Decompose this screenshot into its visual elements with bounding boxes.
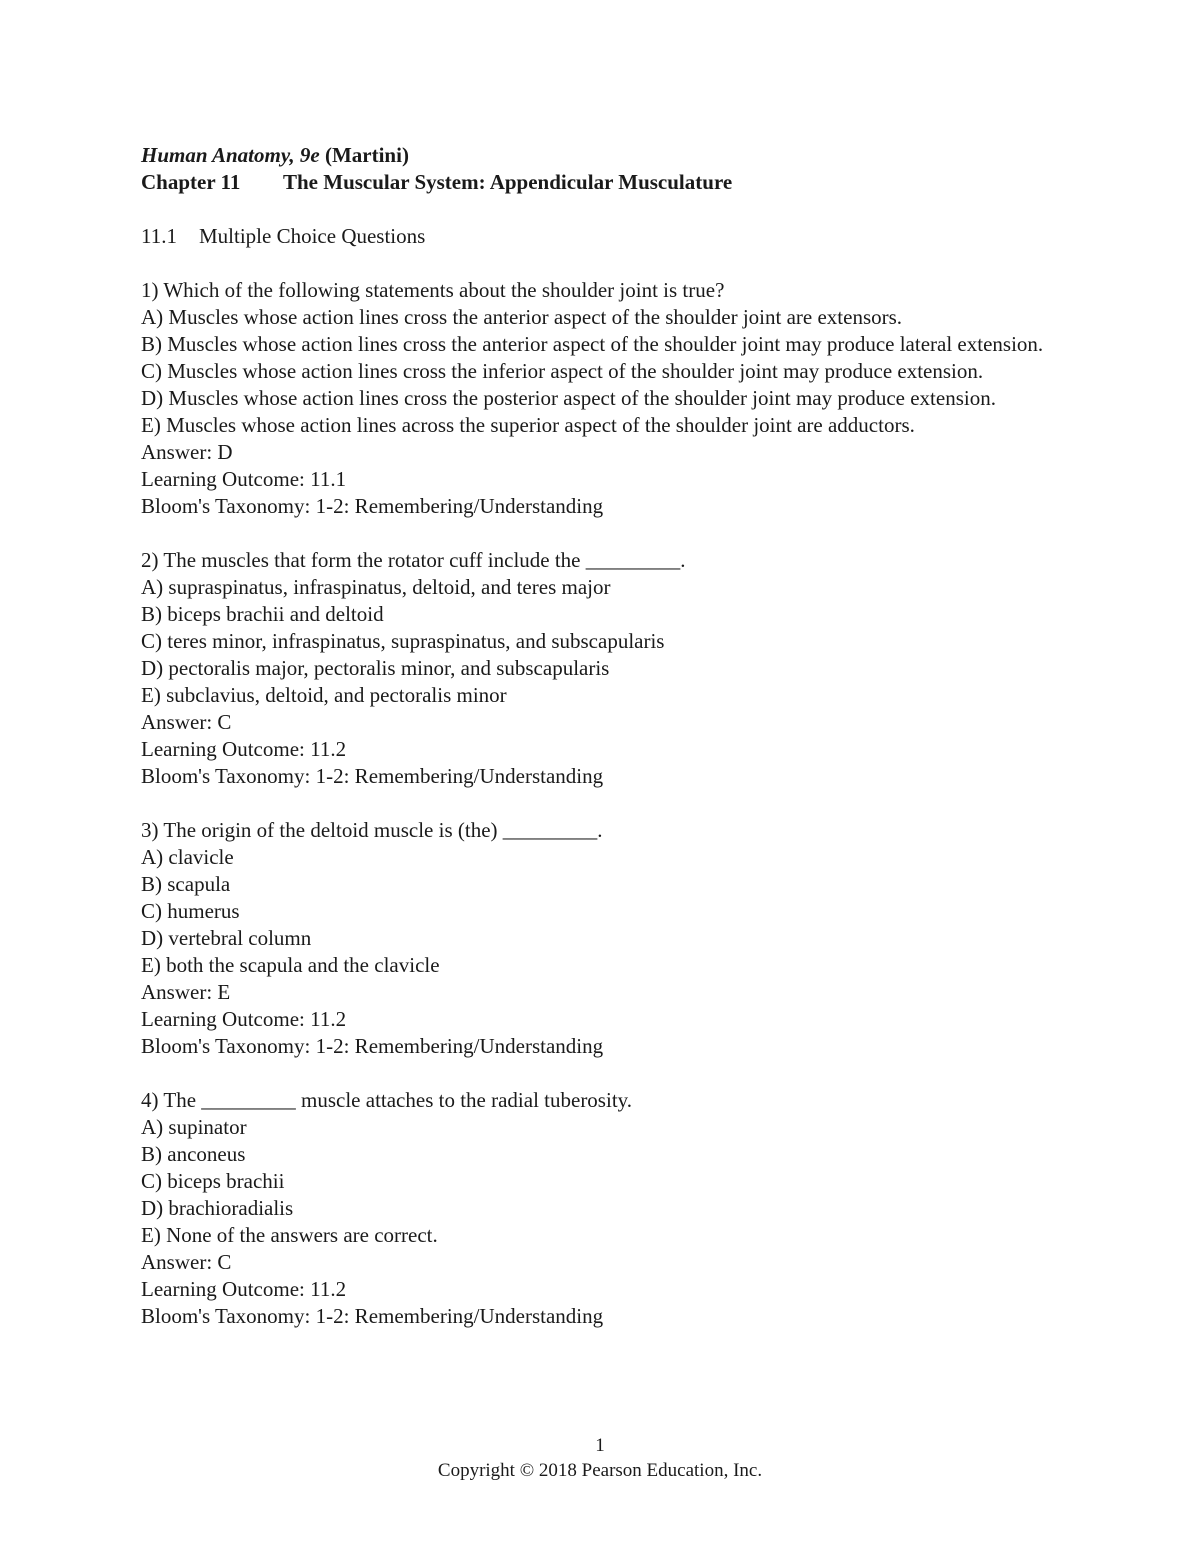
section-title: Multiple Choice Questions — [199, 224, 426, 248]
option-b: B) Muscles whose action lines cross the anterior aspect of the shoulder joint may produce lateral extension. — [141, 332, 1044, 356]
book-title: Human Anatomy, 9e — [141, 143, 320, 167]
option-a: A) supinator — [141, 1115, 247, 1139]
question-stem: 4) The _________ muscle attaches to the radial tuberosity. — [141, 1088, 633, 1112]
option-b: B) anconeus — [141, 1142, 246, 1166]
option-d: D) vertebral column — [141, 926, 312, 950]
option-d: D) brachioradialis — [141, 1196, 294, 1220]
page-number: 1 — [595, 1435, 605, 1456]
copyright-notice: Copyright © 2018 Pearson Education, Inc. — [437, 1460, 763, 1481]
question-stem: 3) The origin of the deltoid muscle is (the) _________. — [141, 818, 603, 842]
answer: Answer: C — [141, 710, 232, 734]
option-b: B) biceps brachii and deltoid — [141, 602, 384, 626]
section-number: 11.1 — [141, 224, 177, 248]
question-3 — [141, 817, 1061, 1060]
option-c: C) humerus — [141, 899, 240, 923]
learning-outcome: Learning Outcome: 11.1 — [141, 467, 347, 491]
blooms-taxonomy: Bloom's Taxonomy: 1-2: Remembering/Understanding — [141, 1034, 604, 1058]
question-1 — [141, 277, 1061, 520]
option-a: A) clavicle — [141, 845, 234, 869]
option-d: D) Muscles whose action lines cross the posterior aspect of the shoulder joint may produce extension. — [141, 386, 996, 410]
blooms-taxonomy: Bloom's Taxonomy: 1-2: Remembering/Understanding — [141, 764, 604, 788]
learning-outcome: Learning Outcome: 11.2 — [141, 1007, 347, 1031]
blooms-taxonomy: Bloom's Taxonomy: 1-2: Remembering/Understanding — [141, 1304, 604, 1328]
option-a: A) supraspinatus, infraspinatus, deltoid, and teres major — [141, 575, 611, 599]
blooms-taxonomy: Bloom's Taxonomy: 1-2: Remembering/Understanding — [141, 494, 604, 518]
option-e: E) subclavius, deltoid, and pectoralis minor — [141, 683, 507, 707]
option-c: C) biceps brachii — [141, 1169, 285, 1193]
chapter-title-line — [141, 169, 1061, 196]
answer: Answer: D — [141, 440, 233, 464]
chapter-label: Chapter 11 — [141, 170, 241, 194]
question-4 — [141, 1087, 1061, 1330]
option-d: D) pectoralis major, pectoralis minor, and subscapularis — [141, 656, 610, 680]
section-heading — [141, 223, 1061, 250]
book-title-line — [141, 142, 1061, 169]
book-author: (Martini) — [319, 143, 409, 167]
chapter-title: The Muscular System: Appendicular Musculature — [283, 170, 733, 194]
learning-outcome: Learning Outcome: 11.2 — [141, 1277, 347, 1301]
option-e: E) None of the answers are correct. — [141, 1223, 438, 1247]
option-c: C) teres minor, infraspinatus, supraspinatus, and subscapularis — [141, 629, 665, 653]
answer: Answer: C — [141, 1250, 232, 1274]
option-a: A) Muscles whose action lines cross the anterior aspect of the shoulder joint are extensors. — [141, 305, 903, 329]
question-stem: 2) The muscles that form the rotator cuff include the _________. — [141, 548, 686, 572]
option-c: C) Muscles whose action lines cross the inferior aspect of the shoulder joint may produce extension. — [141, 359, 984, 383]
learning-outcome: Learning Outcome: 11.2 — [141, 737, 347, 761]
document-body — [141, 142, 1061, 1357]
option-e: E) both the scapula and the clavicle — [141, 953, 440, 977]
option-b: B) scapula — [141, 872, 231, 896]
question-2 — [141, 547, 1061, 790]
question-stem: 1) Which of the following statements about the shoulder joint is true? — [141, 278, 725, 302]
option-e: E) Muscles whose action lines across the superior aspect of the shoulder joint are adductors. — [141, 413, 915, 437]
answer: Answer: E — [141, 980, 231, 1004]
